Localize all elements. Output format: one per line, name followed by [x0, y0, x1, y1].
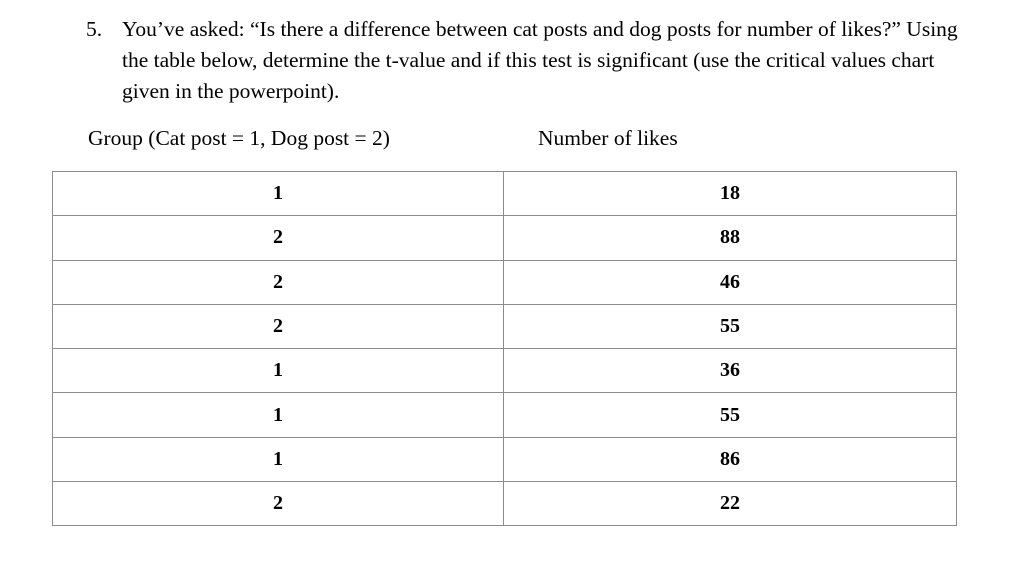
table-row	[53, 437, 957, 481]
likes-cell: 88	[504, 216, 957, 260]
question-number: 5.	[86, 17, 103, 41]
group-column-header: Group (Cat post = 1, Dog post = 2)	[88, 126, 390, 150]
group-cell: 1	[53, 437, 504, 481]
table-row	[53, 349, 957, 393]
group-cell: 1	[53, 172, 504, 216]
group-cell: 2	[53, 216, 504, 260]
likes-cell: 46	[504, 260, 957, 304]
likes-cell: 36	[504, 349, 957, 393]
likes-column-header: Number of likes	[538, 126, 678, 150]
question-text: You’ve asked: “Is there a difference between cat posts and dog posts for number of likes?” Using the table below, determine the t-value and if this test is significant (use the critical values chart given in the powerpoint).	[122, 17, 958, 103]
likes-cell: 22	[504, 482, 957, 526]
group-cell: 1	[53, 393, 504, 437]
table-row	[53, 393, 957, 437]
group-cell: 2	[53, 482, 504, 526]
table-row	[53, 482, 957, 526]
group-cell: 2	[53, 260, 504, 304]
table-row	[53, 172, 957, 216]
question-block	[86, 14, 966, 107]
group-cell: 1	[53, 349, 504, 393]
likes-cell: 55	[504, 304, 957, 348]
likes-cell: 55	[504, 393, 957, 437]
table-row	[53, 216, 957, 260]
likes-cell: 86	[504, 437, 957, 481]
group-cell: 2	[53, 304, 504, 348]
data-table	[52, 171, 957, 526]
table-row	[53, 304, 957, 348]
table-row	[53, 260, 957, 304]
likes-cell: 18	[504, 172, 957, 216]
